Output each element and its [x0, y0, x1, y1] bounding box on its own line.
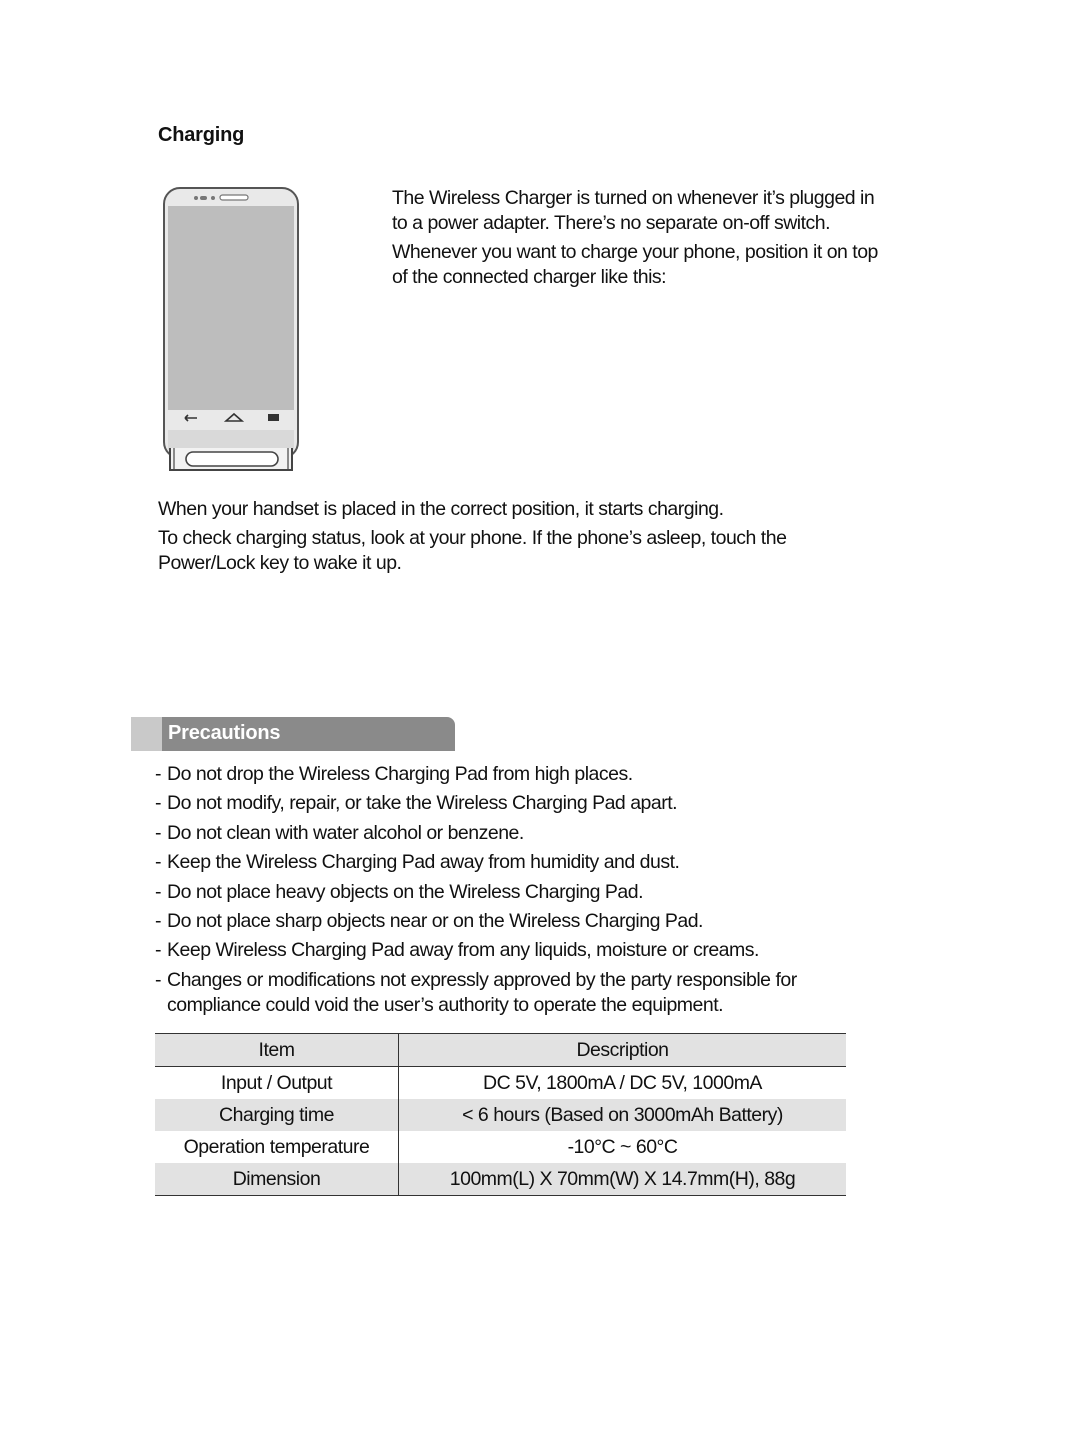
- intro-paragraph: The Wireless Charger is turned on whenever it’s plugged in to a power adapter. There’s no separate on-off switch.: [392, 187, 875, 234]
- table-cell-item: Operation temperature: [155, 1131, 399, 1163]
- list-item: - Changes or modifications not expressly approved by the party responsible for compliance could void the user’s authority to operate the equipment.: [155, 968, 875, 1018]
- table-row: [155, 1163, 846, 1196]
- list-item: - Do not place sharp objects near or on the Wireless Charging Pad.: [155, 909, 875, 934]
- charging-status-text: [158, 497, 858, 580]
- list-item: - Do not clean with water alcohol or benzene.: [155, 821, 875, 846]
- status-paragraph: To check charging status, look at your phone. If the phone’s asleep, touch the Power/Lock key to wake it up.: [158, 527, 787, 574]
- precautions-title: Precautions: [168, 722, 281, 744]
- precautions-banner: [131, 717, 455, 751]
- column-header-description: Description: [399, 1034, 847, 1067]
- phone-on-wireless-charger-icon: [160, 186, 304, 476]
- banner-accent: [131, 717, 162, 751]
- table-row: [155, 1067, 846, 1100]
- intro-text: [392, 186, 892, 294]
- column-header-item: Item: [155, 1034, 399, 1067]
- table-cell-description: DC 5V, 1800mA / DC 5V, 1000mA: [483, 1071, 762, 1094]
- table-cell-description: < 6 hours (Based on 3000mAh Battery): [399, 1099, 847, 1131]
- table-cell-item: Dimension: [155, 1163, 399, 1196]
- table-cell-item: Charging time: [155, 1099, 399, 1131]
- table-row: [155, 1131, 846, 1163]
- table-cell-description: -10°C ~ 60°C: [567, 1135, 678, 1158]
- status-paragraph: When your handset is placed in the correct position, it starts charging.: [158, 498, 724, 520]
- table-cell-description: 100mm(L) X 70mm(W) X 14.7mm(H), 88g: [399, 1163, 847, 1196]
- section-title: Charging: [158, 124, 245, 146]
- table-row: [155, 1099, 846, 1131]
- list-item: - Do not drop the Wireless Charging Pad from high places.: [155, 762, 875, 787]
- table-header-row: [155, 1034, 846, 1067]
- precautions-list: [155, 762, 875, 1022]
- intro-paragraph: Whenever you want to charge your phone, position it on top of the connected charger like this:: [392, 241, 878, 288]
- spec-table: [155, 1033, 846, 1196]
- table-cell-item: Input / Output: [155, 1067, 399, 1100]
- list-item: - Keep the Wireless Charging Pad away from humidity and dust.: [155, 850, 875, 875]
- list-item: - Do not place heavy objects on the Wireless Charging Pad.: [155, 880, 875, 905]
- list-item: - Do not modify, repair, or take the Wireless Charging Pad apart.: [155, 791, 875, 816]
- list-item: - Keep Wireless Charging Pad away from any liquids, moisture or creams.: [155, 938, 875, 963]
